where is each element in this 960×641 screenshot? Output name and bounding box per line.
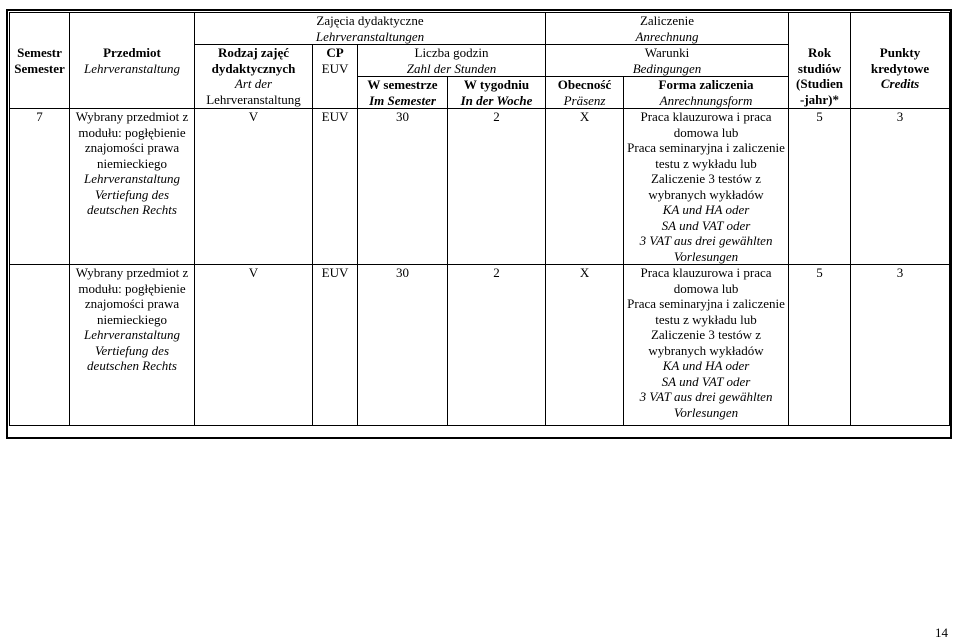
- conditions-header: Warunki Bedingungen: [546, 45, 789, 77]
- credits-cell: 3: [851, 265, 950, 426]
- header-row-1: [10, 13, 950, 45]
- form-cell: Praca klauzurowa i praca domowa lub Praca seminaryjna i zaliczenie testu z wykładu lub Zaliczenie 3 testów z wybranych wykładów KA und HA oder SA und VAT oder 3 VAT aus drei gewählten Vorlesungen: [624, 265, 789, 426]
- presence-cell: X: [546, 265, 624, 426]
- credits-cell: 3: [851, 109, 950, 265]
- cp-cell: EUV: [313, 109, 358, 265]
- hours-week-cell: 2: [448, 109, 546, 265]
- presence-cell: X: [546, 109, 624, 265]
- hours-header: Liczba godzin Zahl der Stunden: [358, 45, 546, 77]
- hours-semester-cell: 30: [358, 109, 448, 265]
- page-number: 14: [935, 625, 948, 640]
- type-cell: V: [195, 109, 313, 265]
- subject-header: Przedmiot Lehrveranstaltung: [70, 13, 195, 109]
- subject-cell: Wybrany przedmiot z modułu: pogłębienie znajomości prawa niemieckiego Lehrveranstaltung Vertiefung des deutschen Rechts: [70, 265, 195, 426]
- type-header: Rodzaj zajęć dydaktycznych Art der Lehrveranstaltung: [195, 45, 313, 109]
- year-cell: 5: [789, 265, 851, 426]
- subject-cell: Wybrany przedmiot z modułu: pogłębienie znajomości prawa niemieckiego Lehrveranstaltung Vertiefung des deutschen Rechts: [70, 109, 195, 265]
- table-row: [10, 265, 950, 426]
- semester-cell: 7: [10, 109, 70, 265]
- hours-semester-cell: 30: [358, 265, 448, 426]
- presence-header: Obecność Präsenz: [546, 77, 624, 109]
- year-header: Rok studiów (Studien -jahr)*: [789, 13, 851, 109]
- semester-cell: [10, 265, 70, 426]
- cp-cell: EUV: [313, 265, 358, 426]
- credits-header: Punkty kredytowe Credits: [851, 13, 950, 109]
- year-cell: 5: [789, 109, 851, 265]
- hours-semester-header: W semestrze Im Semester: [358, 77, 448, 109]
- assessment-header: Zaliczenie Anrechnung: [546, 13, 789, 45]
- table-row: [10, 109, 950, 265]
- semester-header: Semestr Semester: [10, 13, 70, 109]
- curriculum-table: [9, 12, 950, 426]
- hours-week-header: W tygodniu In der Woche: [448, 77, 546, 109]
- hours-week-cell: 2: [448, 265, 546, 426]
- cp-header: CP EUV: [313, 45, 358, 109]
- type-cell: V: [195, 265, 313, 426]
- form-cell: Praca klauzurowa i praca domowa lub Praca seminaryjna i zaliczenie testu z wykładu lub Zaliczenie 3 testów z wybranych wykładów KA und HA oder SA und VAT oder 3 VAT aus drei gewählten Vorlesungen: [624, 109, 789, 265]
- classes-header: Zajęcia dydaktyczne Lehrveranstaltungen: [195, 13, 546, 45]
- form-header: Forma zaliczenia Anrechnungsform: [624, 77, 789, 109]
